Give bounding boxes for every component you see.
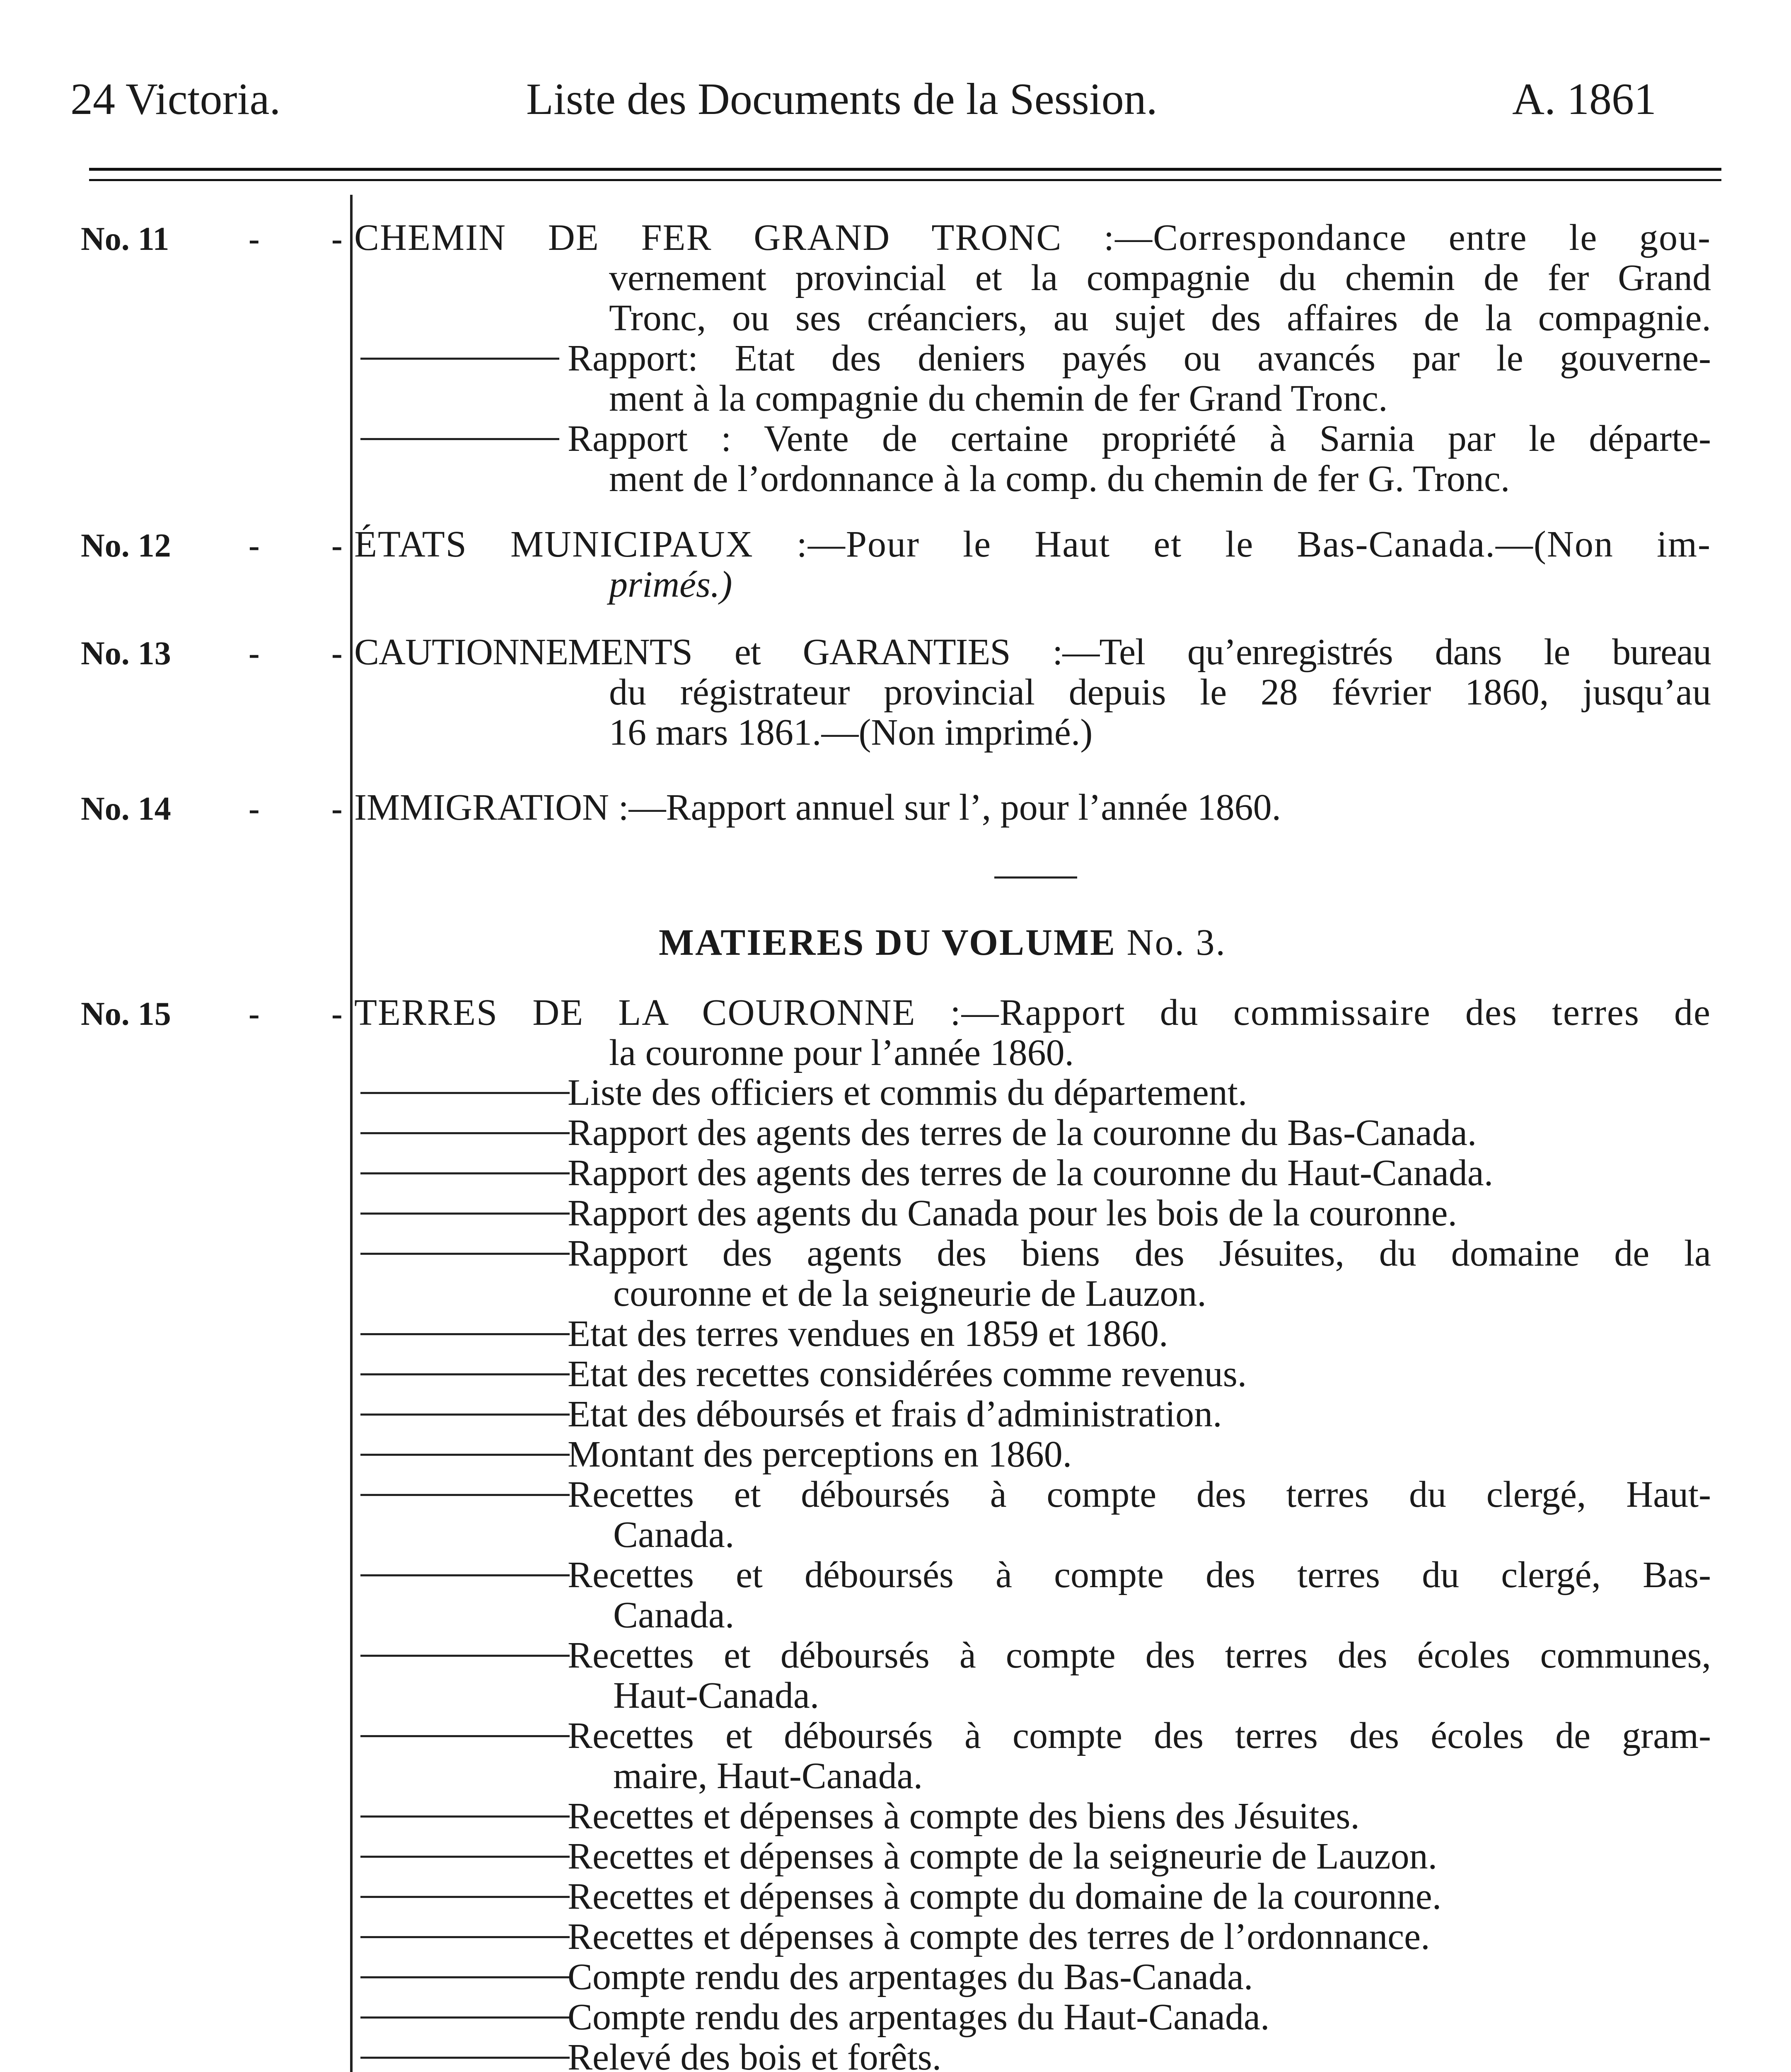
sub-item-continuation: Haut-Canada. (613, 1675, 819, 1716)
header-year: A. 1861 (1512, 75, 1656, 124)
ditto-dash (360, 1494, 570, 1496)
entry-line: Rapport : Vente de certaine propriété à Sarnia par le départe- (568, 418, 1711, 459)
ditto-dash (360, 1454, 570, 1456)
leader-dash: - (331, 221, 343, 257)
header-rule-bottom (89, 179, 1721, 181)
sub-item: Relevé des bois et forêts. (568, 2037, 942, 2072)
leader-dash: - (331, 996, 343, 1032)
ditto-dash (360, 1132, 570, 1134)
ditto-dash (360, 1172, 570, 1174)
ditto-dash (360, 1655, 570, 1657)
sub-item: Recettes et déboursés à compte des terres des écoles communes, (568, 1635, 1711, 1676)
sub-item: Compte rendu des arpentages du Haut-Canada. (568, 1997, 1270, 2038)
entry-number: No. 14 (81, 791, 171, 827)
ditto-dash (360, 1976, 570, 1978)
ditto-dash (360, 1896, 570, 1898)
ditto-dash (360, 1213, 570, 1215)
section-title: MATIERES DU VOLUME (659, 922, 1116, 963)
entry-line: 16 mars 1861.—(Non imprimé.) (609, 712, 1093, 753)
entry-line: ment de l’ordonnance à la comp. du chemin de fer G. Tronc. (609, 458, 1510, 499)
ditto-dash (360, 1333, 570, 1335)
entry-number: No. 15 (81, 996, 171, 1032)
entry-line: du régistrateur provincial depuis le 28 février 1860, jusqu’au (609, 672, 1711, 713)
ditto-dash (360, 1414, 570, 1416)
sub-item: Recettes et déboursés à compte des terres des écoles de gram- (568, 1715, 1711, 1756)
ditto-dash (360, 1574, 570, 1576)
ditto-dash (360, 1856, 570, 1858)
entry-line: IMMIGRATION :—Rapport annuel sur l’, pour l’année 1860. (354, 787, 1281, 828)
ditto-dash (360, 1815, 570, 1818)
section-number: No. 3. (1126, 922, 1226, 963)
ditto-dash (360, 1092, 570, 1094)
sub-item: Recettes et dépenses à compte de la seigneurie de Lauzon. (568, 1836, 1438, 1877)
sub-item: Recettes et dépenses à compte du domaine de la couronne. (568, 1876, 1442, 1917)
ditto-dash (360, 2016, 570, 2019)
leader-dash: - (249, 791, 260, 827)
vertical-rule (350, 195, 353, 2072)
entry-line: CHEMIN DE FER GRAND TRONC :—Correspondance entre le gou- (354, 217, 1711, 258)
ditto-dash (360, 438, 559, 440)
sub-item-continuation: maire, Haut-Canada. (613, 1755, 923, 1796)
sub-item: Etat des terres vendues en 1859 et 1860. (568, 1313, 1168, 1354)
ditto-dash (360, 1373, 570, 1375)
sub-item: Recettes et déboursés à compte des terres du clergé, Haut- (568, 1474, 1711, 1515)
sub-item: Rapport des agents des terres de la couronne du Haut-Canada. (568, 1152, 1494, 1193)
sub-item: Rapport des agents des terres de la couronne du Bas-Canada. (568, 1112, 1477, 1153)
entry-line: Tronc, ou ses créanciers, au sujet des affaires de la compagnie. (609, 298, 1711, 339)
sub-item-continuation: Canada. (613, 1595, 735, 1636)
entry-line: Rapport: Etat des deniers payés ou avancés par le gouverne- (568, 338, 1711, 379)
sub-item: Liste des officiers et commis du département. (568, 1072, 1247, 1113)
sub-item: Etat des déboursés et frais d’administration. (568, 1394, 1222, 1435)
entry-line: vernement provincial et la compagnie du chemin de fer Grand (609, 257, 1711, 298)
entry-line: TERRES DE LA COURONNE :—Rapport du commissaire des terres de (354, 992, 1711, 1033)
sub-item: Recettes et dépenses à compte des biens des Jésuites. (568, 1796, 1360, 1837)
sub-item: Recettes et déboursés à compte des terres du clergé, Bas- (568, 1554, 1711, 1595)
entry-number: No. 11 (81, 221, 169, 257)
ditto-dash (360, 1936, 570, 1938)
ditto-dash (360, 358, 559, 360)
leader-dash: - (249, 528, 260, 564)
ditto-dash (360, 1253, 570, 1255)
sub-item: Etat des recettes considérées comme revenus. (568, 1353, 1247, 1394)
section-heading (659, 922, 1226, 963)
sub-item: Recettes et dépenses à compte des terres de l’ordonnance. (568, 1916, 1430, 1957)
entry-number: No. 12 (81, 528, 171, 564)
entry-number: No. 13 (81, 635, 171, 672)
leader-dash: - (331, 635, 343, 672)
entry-line: ment à la compagnie du chemin de fer Grand Tronc. (609, 378, 1388, 419)
leader-dash: - (249, 996, 260, 1032)
entry-line: primés.) (609, 564, 732, 605)
sub-item: Rapport des agents des biens des Jésuites, du domaine de la (568, 1233, 1711, 1274)
ditto-dash (360, 2057, 570, 2059)
sub-item: Montant des perceptions en 1860. (568, 1434, 1072, 1475)
entry-line: la couronne pour l’année 1860. (609, 1032, 1074, 1073)
header-regnal-year: 24 Victoria. (70, 75, 281, 124)
sub-item: Compte rendu des arpentages du Bas-Canada. (568, 1956, 1253, 1997)
leader-dash: - (249, 221, 260, 257)
sub-item: Rapport des agents du Canada pour les bois de la couronne. (568, 1193, 1457, 1234)
sub-item-continuation: Canada. (613, 1514, 735, 1555)
leader-dash: - (249, 635, 260, 672)
ditto-dash (360, 1735, 570, 1737)
entry-line: ÉTATS MUNICIPAUX :—Pour le Haut et le Bas-Canada.—(Non im- (354, 524, 1711, 565)
entry-line: CAUTIONNEMENTS et GARANTIES :—Tel qu’enregistrés dans le bureau (354, 632, 1711, 673)
sub-item-continuation: couronne et de la seigneurie de Lauzon. (613, 1273, 1206, 1314)
leader-dash: - (331, 791, 343, 827)
leader-dash: - (331, 528, 343, 564)
header-rule-top (89, 168, 1721, 171)
header-title: Liste des Documents de la Session. (526, 75, 1158, 124)
separator-rule (994, 876, 1077, 879)
